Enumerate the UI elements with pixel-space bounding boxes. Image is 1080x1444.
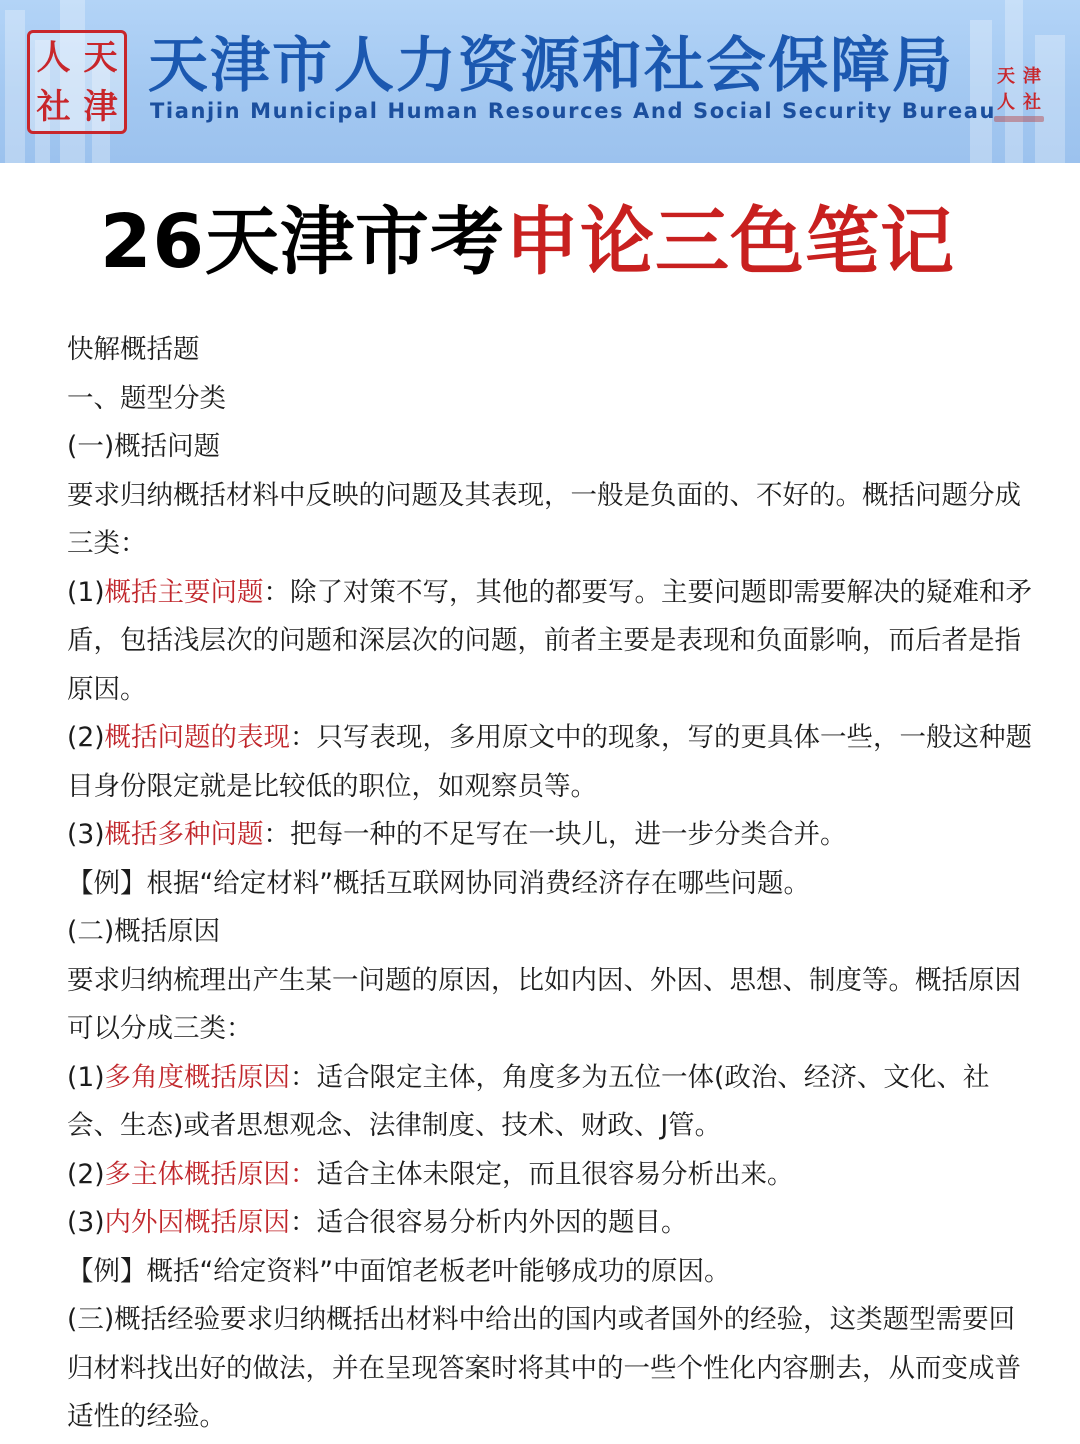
logo-char: 人	[997, 92, 1015, 113]
item-number: (2)	[67, 722, 105, 753]
logo-caption-mark	[994, 116, 1044, 122]
list-item	[67, 569, 1037, 715]
item-text: ：除了对策不写，其他的都要写。主要问题即需要解决的疑难和矛盾，包括浅层次的问题和深层次的问题，前者主要是表现和负面影响，而后者是指原因。	[67, 576, 1033, 705]
example-line: 【例】概括“给定资料”中面馆老板老叶能够成功的原因。	[67, 1255, 731, 1287]
subsection-description: 要求归纳概括材料中反映的问题及其表现，一般是负面的、不好的。概括问题分成三类：	[67, 479, 1021, 559]
logo-char: 津	[1023, 66, 1041, 87]
item-number: (3)	[67, 819, 105, 850]
bureau-name-english: Tianjin Municipal Human Resources And Social Security Bureau	[150, 99, 997, 123]
subsection-paragraph: (三)概括经验要求归纳概括出材料中给出的国内或者国外的经验，这类题型需要回归材料找出好的做法，并在呈现答案时将其中的一些个性化内容删去，从而变成普适性的经验。	[67, 1304, 1021, 1432]
bureau-name-chinese: 天津市人力资源和社会保障局	[148, 31, 954, 101]
list-item	[67, 1151, 1037, 1200]
item-highlight: 内外因概括原因	[104, 1207, 291, 1238]
item-highlight: 概括问题的表现	[104, 722, 291, 753]
seal-char: 社	[36, 86, 71, 127]
item-text: ：只写表现，多用原文中的现象，写的更具体一些，一般这种题目身份限定就是比较低的职位，如观察员等。	[67, 722, 1033, 802]
title-red-part: 申论三色笔记	[504, 199, 955, 285]
notes-heading: 快解概括题	[67, 334, 200, 365]
item-number: (1)	[67, 576, 105, 608]
page-title	[100, 192, 955, 292]
example-line: 【例】根据“给定材料”概括互联网协同消费经济存在哪些问题。	[67, 867, 810, 899]
item-text: ：适合很容易分析内外因的题目。	[290, 1207, 688, 1238]
item-number: (2)	[67, 1158, 105, 1190]
subsection-description: 要求归纳梳理出产生某一问题的原因，比如内因、外因、思想、制度等。概括原因可以分成三类：	[67, 964, 1021, 1044]
bureau-seal-logo	[27, 30, 127, 134]
tianjin-renshe-logo	[993, 64, 1045, 116]
notes-body	[67, 326, 1037, 1442]
header-banner	[0, 0, 1080, 163]
subsection-title: (一)概括问题	[67, 431, 221, 462]
item-number: (1)	[67, 1061, 105, 1093]
subsection-title: (二)概括原因	[67, 916, 221, 947]
list-item	[67, 714, 1037, 811]
item-highlight: 概括多种问题	[104, 819, 264, 850]
item-text: ：把每一种的不足写在一块儿，进一步分类合并。	[263, 819, 847, 850]
list-item	[67, 1199, 1037, 1248]
seal-char: 天	[83, 37, 118, 78]
item-highlight: 多角度概括原因	[104, 1061, 291, 1093]
item-text: 适合主体未限定，而且很容易分析出来。	[316, 1158, 794, 1190]
logo-char: 社	[1023, 92, 1041, 113]
seal-char: 人	[36, 37, 71, 78]
list-item	[67, 1054, 1037, 1151]
item-highlight: 多主体概括原因：	[104, 1158, 317, 1190]
item-number: (3)	[67, 1207, 105, 1238]
section-heading: 一、题型分类	[67, 382, 226, 414]
seal-char: 津	[83, 86, 118, 127]
list-item	[67, 811, 1037, 860]
logo-char: 天	[997, 66, 1015, 87]
item-highlight: 概括主要问题	[104, 576, 264, 608]
item-text: ：适合限定主体，角度多为五位一体(政治、经济、文化、社会、生态)或者思想观念、法律制度、技术、财政、J管。	[67, 1061, 990, 1141]
title-black-part: 26天津市考	[100, 199, 505, 285]
